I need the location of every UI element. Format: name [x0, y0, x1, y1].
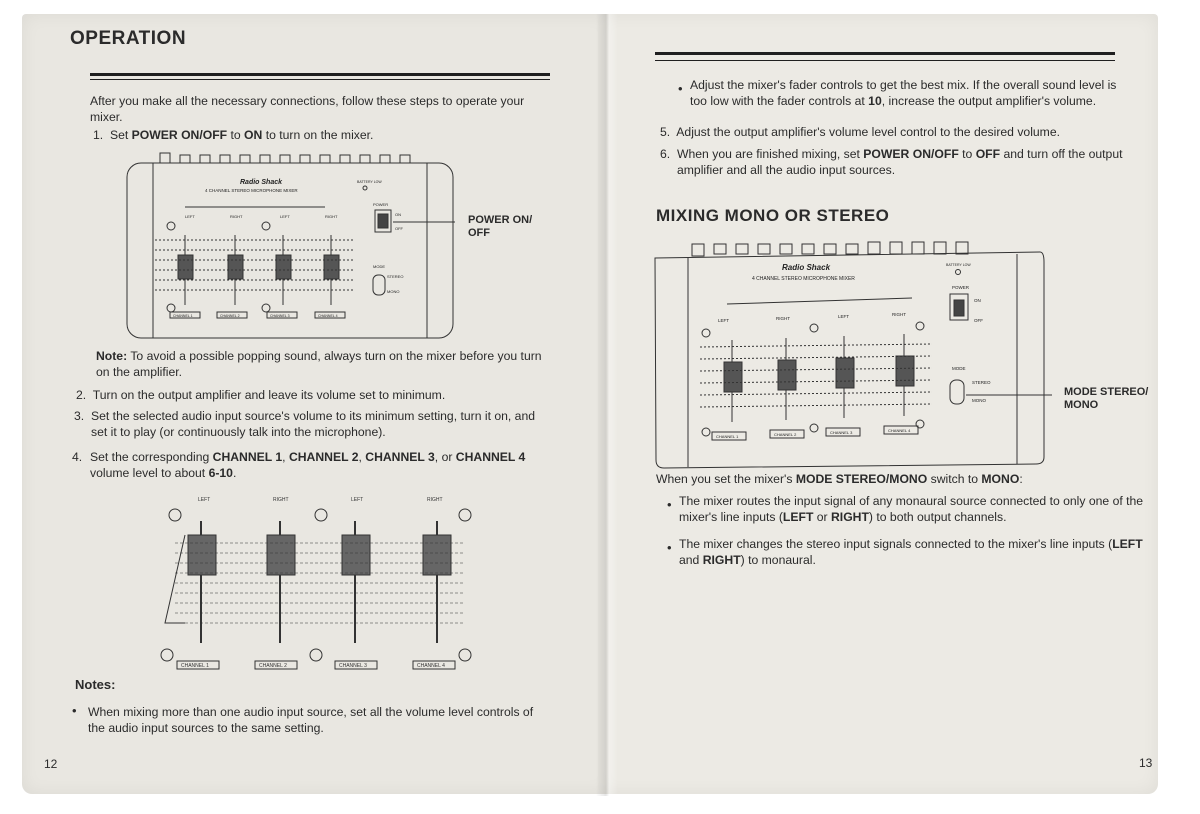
step-3-number: 3. — [74, 409, 85, 423]
svg-text:LEFT: LEFT — [198, 497, 211, 503]
right-title-rule-thin — [655, 60, 1115, 61]
svg-text:CHANNEL 3: CHANNEL 3 — [830, 430, 853, 435]
mono-bullet-2-dot: • — [667, 540, 672, 555]
svg-text:LEFT: LEFT — [185, 214, 195, 219]
svg-text:CHANNEL 1: CHANNEL 1 — [716, 434, 739, 439]
right-top-bullet: Adjust the mixer's fader controls to get the best mix. If the overall sound level is too low with the fader controls at 10, increase the output amplifier's volume. — [690, 78, 1117, 108]
svg-text:BATTERY LOW: BATTERY LOW — [946, 263, 971, 267]
step-5: 5. Adjust the output amplifier's volume level control to the desired volume. — [660, 125, 1061, 139]
mode-label: MODE — [373, 264, 385, 269]
mixing-title: MIXING MONO OR STEREO — [656, 206, 890, 225]
svg-text:RIGHT: RIGHT — [273, 497, 289, 503]
fader-figure — [155, 493, 485, 673]
step-1: 1. Set POWER ON/OFF to ON to turn on the mixer. — [93, 128, 374, 142]
svg-text:STEREO: STEREO — [972, 380, 991, 385]
step-4: Set the corresponding CHANNEL 1, CHANNEL 2, CHANNEL 3, or CHANNEL 4 volume level to about 6-10. — [90, 450, 526, 480]
on-label: ON — [395, 212, 401, 217]
notes-bullet-text: When mixing more than one audio input source, set all the volume level controls of the audio input sources to the same setting. — [88, 705, 534, 735]
svg-text:OFF: OFF — [974, 318, 983, 323]
svg-text:CHANNEL 2: CHANNEL 2 — [220, 314, 240, 318]
svg-text:CHANNEL 3: CHANNEL 3 — [339, 663, 367, 669]
operation-title: OPERATION — [70, 28, 187, 49]
svg-text:CHANNEL 1: CHANNEL 1 — [181, 663, 209, 669]
notes-bullet-dot: • — [72, 703, 77, 718]
svg-text:RIGHT: RIGHT — [776, 316, 790, 321]
step-6-number: 6. — [660, 147, 671, 161]
svg-text:RIGHT: RIGHT — [427, 497, 443, 503]
power-callout: POWER ON/ OFF — [468, 214, 533, 239]
svg-text:CHANNEL 1: CHANNEL 1 — [173, 314, 193, 318]
svg-text:LEFT: LEFT — [351, 497, 364, 503]
step-2: 2. Turn on the output amplifier and leave its volume set to minimum. — [76, 388, 446, 402]
intro-text: After you make all the necessary connections, follow these steps to operate your mixer. — [90, 94, 525, 124]
svg-text:CHANNEL 4: CHANNEL 4 — [318, 314, 338, 318]
step-6: When you are finished mixing, set POWER ON/OFF to OFF and turn off the output amplifier and all the audio input sources. — [677, 147, 1123, 177]
svg-text:MONO: MONO — [972, 398, 986, 403]
svg-text:RIGHT: RIGHT — [230, 214, 243, 219]
svg-text:LEFT: LEFT — [838, 314, 850, 319]
brand-label: Radio Shack — [240, 179, 283, 186]
mono-bullet-1-dot: • — [667, 497, 672, 512]
title-rule — [90, 73, 550, 76]
svg-text:4 CHANNEL STEREO MICROPHONE MI: 4 CHANNEL STEREO MICROPHONE MIXER — [752, 276, 855, 282]
mono-label: MONO — [387, 289, 400, 294]
note-text: Note: To avoid a possible popping sound, always turn on the mixer before you turn on the amplifier. — [96, 349, 542, 379]
battery-label: BATTERY LOW — [357, 180, 382, 184]
right-top-bullet-dot: • — [678, 81, 683, 96]
mono-bullet-1: The mixer routes the input signal of any monaural source connected to only one of the mixer's line inputs (LEFT or RIGHT) to both output channels. — [679, 494, 1144, 524]
svg-text:ON: ON — [974, 298, 981, 303]
off-label: OFF — [395, 226, 403, 231]
title-rule-thin — [90, 79, 550, 80]
svg-text:CHANNEL 2: CHANNEL 2 — [774, 432, 797, 437]
power-label: POWER — [373, 202, 389, 207]
stereo-label: STEREO — [387, 274, 404, 279]
mode-callout: MODE STEREO/ MONO — [1064, 386, 1149, 411]
svg-text:CHANNEL 3: CHANNEL 3 — [270, 314, 290, 318]
book-spine — [596, 14, 618, 796]
svg-text:CHANNEL 2: CHANNEL 2 — [259, 663, 287, 669]
svg-text:POWER: POWER — [952, 285, 970, 290]
svg-text:MODE: MODE — [952, 366, 966, 371]
notes-label: Notes: — [75, 677, 116, 692]
svg-text:CHANNEL 4: CHANNEL 4 — [417, 663, 445, 669]
right-title-rule — [655, 52, 1115, 55]
svg-text:CHANNEL 4: CHANNEL 4 — [888, 428, 911, 433]
svg-text:LEFT: LEFT — [718, 318, 730, 323]
mono-bullet-2: The mixer changes the stereo input signals connected to the mixer's line inputs (LEFT and RIGHT) to monaural. — [679, 537, 1143, 567]
step-4-number: 4. — [72, 450, 83, 464]
mono-para: When you set the mixer's MODE STEREO/MONO switch to MONO: — [656, 472, 1023, 486]
model-label: 4 CHANNEL STEREO MICROPHONE MIXER — [205, 188, 298, 193]
mixer-figure-right — [652, 232, 1052, 472]
step-3: Set the selected audio input source's volume to its minimum setting, turn it on, and set it to play (or continuously talk into the microphone). — [91, 409, 536, 439]
svg-text:RIGHT: RIGHT — [892, 312, 906, 317]
page-number-right: 13 — [1139, 756, 1153, 770]
page-number-left: 12 — [44, 757, 58, 771]
svg-text:LEFT: LEFT — [280, 214, 290, 219]
svg-text:Radio Shack: Radio Shack — [782, 263, 831, 272]
svg-text:RIGHT: RIGHT — [325, 214, 338, 219]
mixer-figure-left — [125, 150, 455, 340]
